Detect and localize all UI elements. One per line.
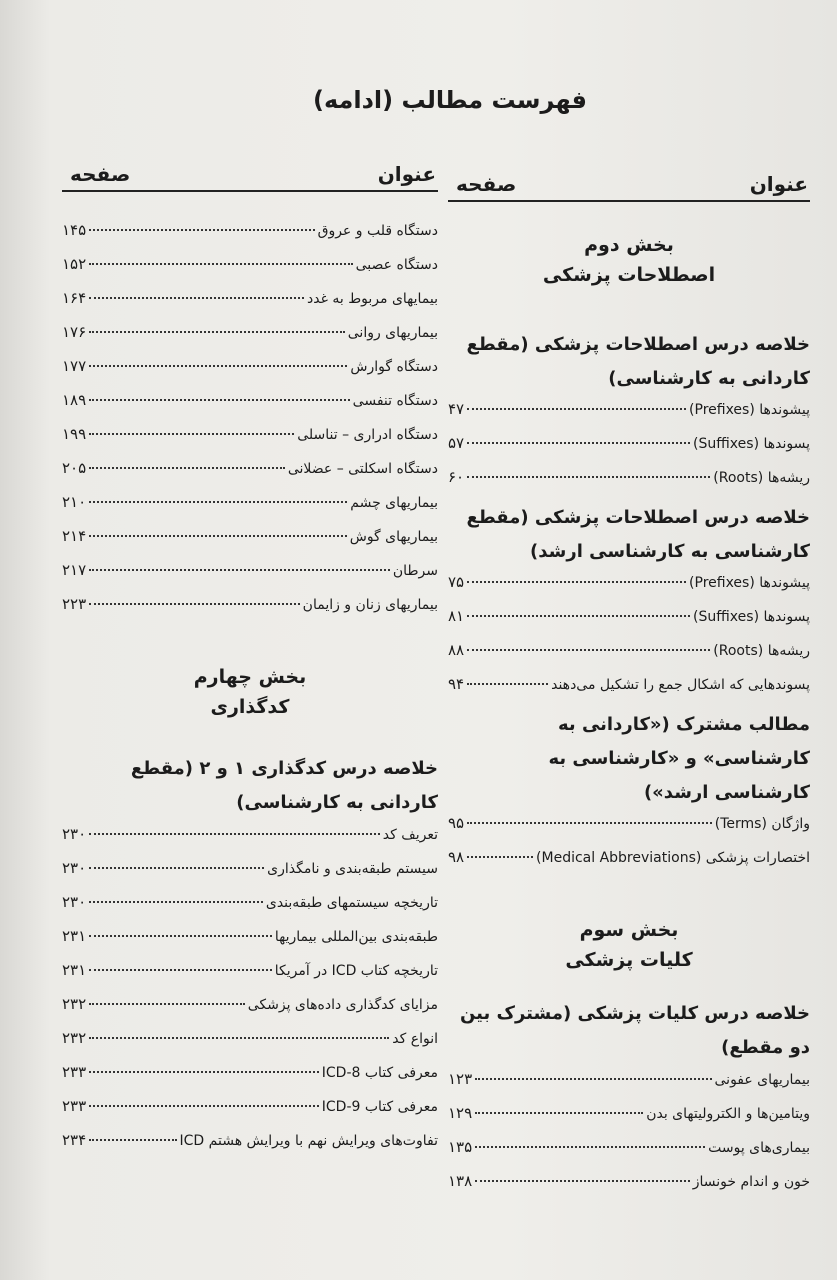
right-column xyxy=(448,160,810,1205)
toc-entry-title: دستگاه عصبی xyxy=(355,257,438,273)
toc-entry-title: بیمایهای مربوط به غدد xyxy=(306,291,438,307)
dot-leader xyxy=(467,683,548,685)
column-title-label: عنوان xyxy=(377,162,436,186)
toc-entry-title: معرفی کتاب ICD-8 xyxy=(321,1065,438,1081)
dot-leader xyxy=(89,433,294,435)
dot-leader xyxy=(89,603,300,605)
dot-leader xyxy=(475,1112,643,1114)
toc-entry[interactable] xyxy=(448,674,810,708)
toc-entry-title: پسوندها (Suffixes) xyxy=(693,609,810,625)
toc-entry[interactable] xyxy=(62,1096,438,1130)
toc-entry-page: ۲۱۴ xyxy=(62,527,87,545)
toc-entry-title: دستگاه گوارش xyxy=(350,359,438,375)
toc-entry[interactable] xyxy=(448,606,810,640)
toc-entry[interactable] xyxy=(62,858,438,892)
section-heading: خلاصه درس اصطلاحات پزشکی (مقطع کارشناسی به کارشناسی ارشد) xyxy=(466,507,810,562)
toc-entry-title: ریشه‌ها (Roots) xyxy=(713,470,810,486)
dot-leader xyxy=(89,229,314,231)
right-column-header xyxy=(448,160,810,202)
toc-entry-title: مزایای کدگذاری داده‌های پزشکی xyxy=(247,997,438,1013)
dot-leader xyxy=(89,263,352,265)
dot-leader xyxy=(475,1146,705,1148)
toc-entry-title: اختصارات پزشکی (Medical Abbreviations) xyxy=(536,850,810,866)
toc-entry-title: پیشوندها (Prefixes) xyxy=(689,575,810,591)
toc-entry[interactable] xyxy=(448,1103,810,1137)
toc-entry-page: ۱۳۵ xyxy=(448,1138,473,1156)
toc-entry[interactable] xyxy=(62,526,438,560)
part-heading: بخش چهارم xyxy=(193,666,307,688)
toc-entry[interactable] xyxy=(448,847,810,881)
part-subheading: کدگذاری xyxy=(210,696,290,718)
dot-leader xyxy=(89,1037,389,1039)
dot-leader xyxy=(89,833,380,835)
toc-entry-page: ۶۰ xyxy=(448,468,465,486)
toc-entry-page: ۲۳۲ xyxy=(62,995,87,1013)
toc-entry-page: ۲۳۰ xyxy=(62,859,87,877)
toc-entry-title: دستگاه اسکلتی – عضلانی xyxy=(287,461,438,477)
toc-entry-title: بیماری‌های پوست xyxy=(708,1140,810,1156)
dot-leader xyxy=(467,856,533,858)
toc-entry-title: ریشه‌ها (Roots) xyxy=(713,643,810,659)
left-column xyxy=(62,150,438,1164)
toc-entry[interactable] xyxy=(62,560,438,594)
toc-entry[interactable] xyxy=(448,433,810,467)
column-page-label: صفحه xyxy=(70,162,131,186)
dot-leader xyxy=(467,615,690,617)
dot-leader xyxy=(467,408,686,410)
toc-entry-page: ۹۴ xyxy=(448,675,465,693)
section-heading: مطالب مشترک («کاردانی به کارشناسی» و «کارشناسی به کارشناسی ارشد») xyxy=(548,714,810,803)
part-heading: بخش سوم xyxy=(579,919,679,941)
dot-leader xyxy=(89,969,272,971)
toc-entry[interactable] xyxy=(448,813,810,847)
dot-leader xyxy=(467,822,712,824)
part-subheading: اصطلاحات پزشکی xyxy=(542,264,716,286)
toc-entry-page: ۲۳۳ xyxy=(62,1097,87,1115)
toc-entry[interactable] xyxy=(448,640,810,674)
toc-entry-page: ۷۵ xyxy=(448,573,465,591)
toc-entry-page: ۱۵۲ xyxy=(62,255,87,273)
toc-entry[interactable] xyxy=(448,1069,810,1103)
toc-entry-title: ویتامین‌ها و الکترولیتهای بدن xyxy=(646,1106,810,1122)
dot-leader xyxy=(89,535,347,537)
toc-entry-page: ۲۳۰ xyxy=(62,893,87,911)
dot-leader xyxy=(89,1003,245,1005)
toc-entry-page: ۱۴۵ xyxy=(62,221,87,239)
toc-entry[interactable] xyxy=(62,960,438,994)
toc-entry[interactable] xyxy=(62,824,438,858)
toc-entry-page: ۹۸ xyxy=(448,848,465,866)
toc-entry[interactable] xyxy=(62,594,438,628)
page-title: فهرست مطالب (ادامه) xyxy=(313,86,587,114)
toc-entry-page: ۲۲۳ xyxy=(62,595,87,613)
section-heading: خلاصه درس کلیات پزشکی (مشترک بین دو مقطع) xyxy=(459,1003,810,1058)
toc-entry-page: ۲۳۱ xyxy=(62,961,87,979)
section-heading: خلاصه درس کدگذاری ۱ و ۲ (مقطع کاردانی به کارشناسی) xyxy=(130,758,438,813)
toc-entry-page: ۲۳۰ xyxy=(62,825,87,843)
toc-entry-title: تاریخچه کتاب ICD در آمریکا xyxy=(274,963,438,979)
dot-leader xyxy=(467,649,710,651)
toc-entry-title: بیماریهای روانی xyxy=(347,325,438,341)
toc-entry[interactable] xyxy=(62,356,438,390)
toc-entry-title: پسوندهایی که اشکال جمع را تشکیل می‌دهند xyxy=(551,677,810,693)
toc-entry-page: ۲۳۱ xyxy=(62,927,87,945)
toc-entry-page: ۸۱ xyxy=(448,607,465,625)
toc-entry-title: خون و اندام خونساز xyxy=(692,1174,810,1190)
toc-entry[interactable] xyxy=(448,467,810,501)
toc-entry[interactable] xyxy=(62,322,438,356)
toc-entry[interactable] xyxy=(62,1028,438,1062)
toc-entry-title: بیماریهای گوش xyxy=(349,529,438,545)
toc-entry[interactable] xyxy=(62,424,438,458)
toc-entry-page: ۱۲۹ xyxy=(448,1104,473,1122)
toc-entry-page: ۱۶۴ xyxy=(62,289,87,307)
toc-entry-title: تاریخچه سیستمهای طبقه‌بندی xyxy=(265,895,438,911)
part-heading: بخش دوم xyxy=(584,234,674,256)
toc-entry[interactable] xyxy=(62,892,438,926)
toc-entry-title: سرطان xyxy=(392,563,438,579)
dot-leader xyxy=(89,365,347,367)
toc-entry[interactable] xyxy=(62,288,438,322)
toc-entry-page: ۲۱۷ xyxy=(62,561,87,579)
section-heading: خلاصه درس اصطلاحات پزشکی (مقطع کاردانی به کارشناسی) xyxy=(466,334,810,389)
toc-entry-page: ۴۷ xyxy=(448,400,465,418)
dot-leader xyxy=(89,297,304,299)
toc-entry-title: دستگاه تنفسی xyxy=(352,393,438,409)
toc-entry-page: ۱۹۹ xyxy=(62,425,87,443)
dot-leader xyxy=(89,1105,319,1107)
toc-entry-title: پیشوندها (Prefixes) xyxy=(689,402,810,418)
dot-leader xyxy=(467,442,690,444)
toc-entry-page: ۲۱۰ xyxy=(62,493,87,511)
dot-leader xyxy=(467,581,686,583)
dot-leader xyxy=(475,1180,690,1182)
dot-leader xyxy=(89,901,263,903)
toc-entry-title: معرفی کتاب ICD-9 xyxy=(321,1099,438,1115)
dot-leader xyxy=(89,569,390,571)
toc-entry[interactable] xyxy=(62,926,438,960)
dot-leader xyxy=(89,501,347,503)
toc-entry-title: دستگاه قلب و عروق xyxy=(317,223,438,239)
toc-entry-title: پسوندها (Suffixes) xyxy=(693,436,810,452)
toc-entry-page: ۱۷۷ xyxy=(62,357,87,375)
toc-entry[interactable] xyxy=(62,994,438,1028)
toc-entry-page: ۲۳۲ xyxy=(62,1029,87,1047)
toc-entry[interactable] xyxy=(448,1171,810,1205)
dot-leader xyxy=(89,1071,319,1073)
toc-entry-page: ۲۳۳ xyxy=(62,1063,87,1081)
toc-entry-page: ۵۷ xyxy=(448,434,465,452)
toc-entry-title: طبقه‌بندی بین‌المللی بیماریها xyxy=(274,929,438,945)
toc-entry-title: دستگاه ادراری – تناسلی xyxy=(297,427,438,443)
toc-entry-title: واژگان (Terms) xyxy=(714,816,810,832)
toc-entry-page: ۸۸ xyxy=(448,641,465,659)
toc-entry[interactable] xyxy=(62,254,438,288)
dot-leader xyxy=(89,467,285,469)
toc-entry[interactable] xyxy=(62,492,438,526)
toc-entry-page: ۱۳۸ xyxy=(448,1172,473,1190)
toc-entry-page: ۲۰۵ xyxy=(62,459,87,477)
toc-entry-title: انواع کد xyxy=(392,1031,438,1047)
toc-entry-title: تفاوت‌های ویرایش نهم با ویرایش هشتم ICD xyxy=(179,1133,438,1149)
column-page-label: صفحه xyxy=(456,172,517,196)
part-subheading: کلیات پزشکی xyxy=(565,949,693,971)
toc-entry-page: ۱۲۳ xyxy=(448,1070,473,1088)
dot-leader xyxy=(89,867,264,869)
dot-leader xyxy=(89,1139,176,1141)
toc-entry-page: ۱۸۹ xyxy=(62,391,87,409)
dot-leader xyxy=(89,935,272,937)
dot-leader xyxy=(89,331,345,333)
toc-entry[interactable] xyxy=(62,390,438,424)
toc-entry-page: ۹۵ xyxy=(448,814,465,832)
toc-entry-title: تعریف کد xyxy=(382,827,438,843)
column-title-label: عنوان xyxy=(749,172,808,196)
toc-entry-title: سیستم طبقه‌بندی و نامگذاری xyxy=(267,861,438,877)
toc-entry-title: بیماریهای زنان و زایمان xyxy=(302,597,438,613)
left-column-header xyxy=(62,150,438,192)
toc-entry[interactable] xyxy=(448,572,810,606)
toc-entry[interactable] xyxy=(62,458,438,492)
toc-entry[interactable] xyxy=(448,399,810,433)
toc-entry[interactable] xyxy=(62,1062,438,1096)
dot-leader xyxy=(475,1078,711,1080)
toc-entry-title: بیماریهای عفونی xyxy=(714,1072,810,1088)
toc-entry-page: ۲۳۴ xyxy=(62,1131,87,1149)
dot-leader xyxy=(467,476,710,478)
toc-entry[interactable] xyxy=(62,1130,438,1164)
toc-entry-page: ۱۷۶ xyxy=(62,323,87,341)
toc-entry[interactable] xyxy=(448,1137,810,1171)
toc-entry-title: بیماریهای چشم xyxy=(350,495,438,511)
toc-entry[interactable] xyxy=(62,220,438,254)
dot-leader xyxy=(89,399,349,401)
